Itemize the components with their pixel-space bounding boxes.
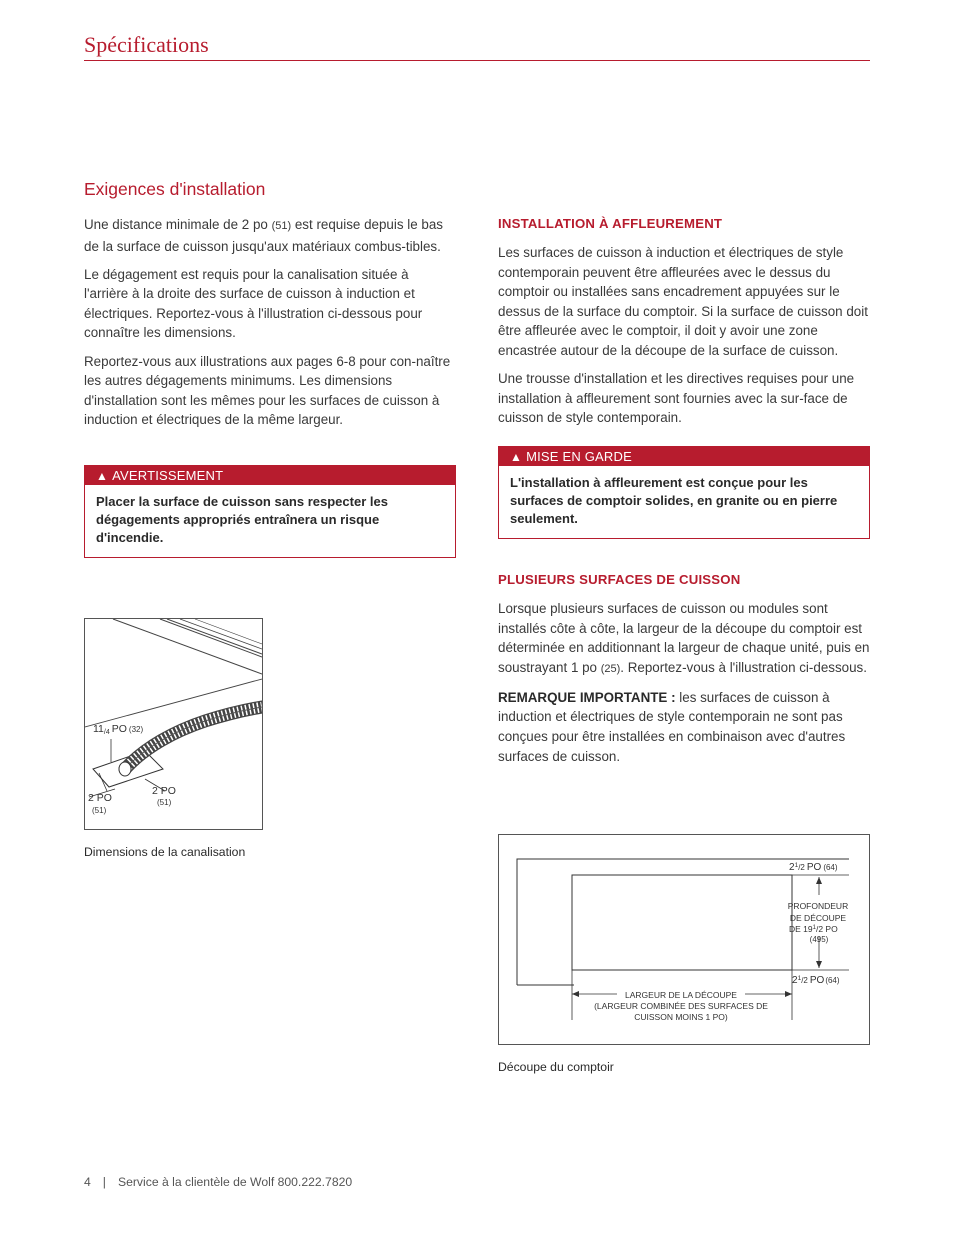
paragraph-multiple: Lorsque plusieurs surfaces de cuisson ou modules sont installés côte à côte, la largeur de la découpe du comptoir est déterminée en additionnant la largeur de chaque unité, puis en soustrayant 1 po (25). Reportez-vous à l'illustration ci-dessous. — [498, 601, 870, 675]
paragraph-references: Reportez-vous aux illustrations aux pages 6-8 pour con-naître les autres dégagements minimums. Les dimensions d'installation sont les mêmes pour les surfaces de cuisson à induction et électriques de la même largeur. — [84, 353, 451, 428]
section-title: Exigences d'installation — [84, 179, 266, 199]
multiple-text — [498, 599, 876, 775]
cutout-figure — [498, 834, 870, 1045]
footer-separator: | — [102, 1175, 106, 1189]
paragraph-flush-2: Une trousse d'installation et les directives requises pour une installation à affleurement sont fournies avec la sur-face de cuisson de style contemporain. — [498, 371, 855, 426]
conduit-dim-left: 2 PO — [88, 792, 112, 804]
multiple-heading: PLUSIEURS SURFACES DE CUISSON — [498, 572, 741, 587]
caution-header: ▲ MISE EN GARDE — [499, 447, 869, 466]
cutout-depth-metric: (495) — [809, 935, 829, 944]
cutout-width-line3: CUISSON MOINS 1 PO) — [634, 1012, 728, 1022]
conduit-dim-left-metric: (51) — [92, 806, 107, 815]
title-divider — [84, 60, 870, 61]
page-title: Spécifications — [84, 32, 209, 57]
paragraph-clearance: Une distance minimale de 2 po (51) est requise depuis le bas de la surface de cuisson jusqu'aux matériaux combus-tibles. — [84, 217, 443, 254]
conduit-dim-right: 2 PO — [152, 785, 176, 797]
warning-triangle-icon: ▲ — [96, 469, 109, 483]
caution-box — [498, 446, 870, 539]
conduit-caption: Dimensions de la canalisation — [84, 845, 246, 859]
caution-text: L'installation à affleurement est conçue pour les surfaces de comptoir solides, en granite ou en pierre seulement. — [510, 475, 838, 526]
paragraph-conduit: Le dégagement est requis pour la canalisation située à l'arrière à la droite des surface de cuisson à induction et électriques. Reportez-vous à l'illustration ci-dessous pour connaître les dimensions. — [84, 266, 423, 341]
left-column — [84, 215, 456, 438]
important-note: REMARQUE IMPORTANTE : les surfaces de cuisson à induction et électriques de style contemporain ne sont pas conçues pour être installées en combinaison avec d'autres surfaces de cuisson. — [498, 689, 846, 764]
cutout-illustration — [499, 835, 869, 1044]
conduit-illustration — [85, 619, 262, 829]
paragraph-flush-1: Les surfaces de cuisson à induction et électriques de style contemporain peuvent être affleurées avec le dessus du comptoir ou installées sans encadrement appuyées sur le dessus de la surface du comptoir. Si la surface de cuisson doit être affleurée avec le comptoir, il doit y avoir une zone encastrée autour de la découpe de la surface de cuisson. — [498, 245, 868, 358]
cutout-dim-top: $2^1_{/2}$ PO (64) — [789, 862, 838, 873]
flush-text — [498, 243, 876, 436]
cutout-depth-line3: DE $19^1/2$ PO — [789, 924, 838, 934]
warning-text: Placer la surface de cuisson sans respecter les dégagements appropriés entraînera un risque d'incendie. — [96, 494, 388, 545]
warning-box — [84, 465, 456, 558]
conduit-dim-top: 11/4 PO (32) — [93, 723, 144, 736]
cutout-caption: Découpe du comptoir — [498, 1060, 614, 1074]
cutout-depth-line1: PROFONDEUR — [787, 901, 849, 911]
page-number: 4 — [84, 1175, 91, 1189]
cutout-width-line2: (LARGEUR COMBINÉE DES SURFACES DE — [594, 1001, 768, 1011]
conduit-dim-right-metric: (51) — [157, 798, 172, 807]
warning-triangle-icon: ▲ — [510, 450, 523, 464]
cutout-width-line1: LARGEUR DE LA DÉCOUPE — [625, 990, 737, 1000]
cutout-depth-line2: DE DÉCOUPE — [789, 913, 847, 923]
warning-header: ▲ AVERTISSEMENT — [85, 466, 455, 485]
cutout-dim-bottom: $2^1_{/2}$ PO(64) — [792, 975, 840, 986]
flush-heading: INSTALLATION À AFFLEUREMENT — [498, 216, 723, 231]
footer — [84, 1175, 352, 1189]
footer-contact: Service à la clientèle de Wolf 800.222.7820 — [117, 1175, 353, 1189]
conduit-figure — [84, 618, 263, 830]
